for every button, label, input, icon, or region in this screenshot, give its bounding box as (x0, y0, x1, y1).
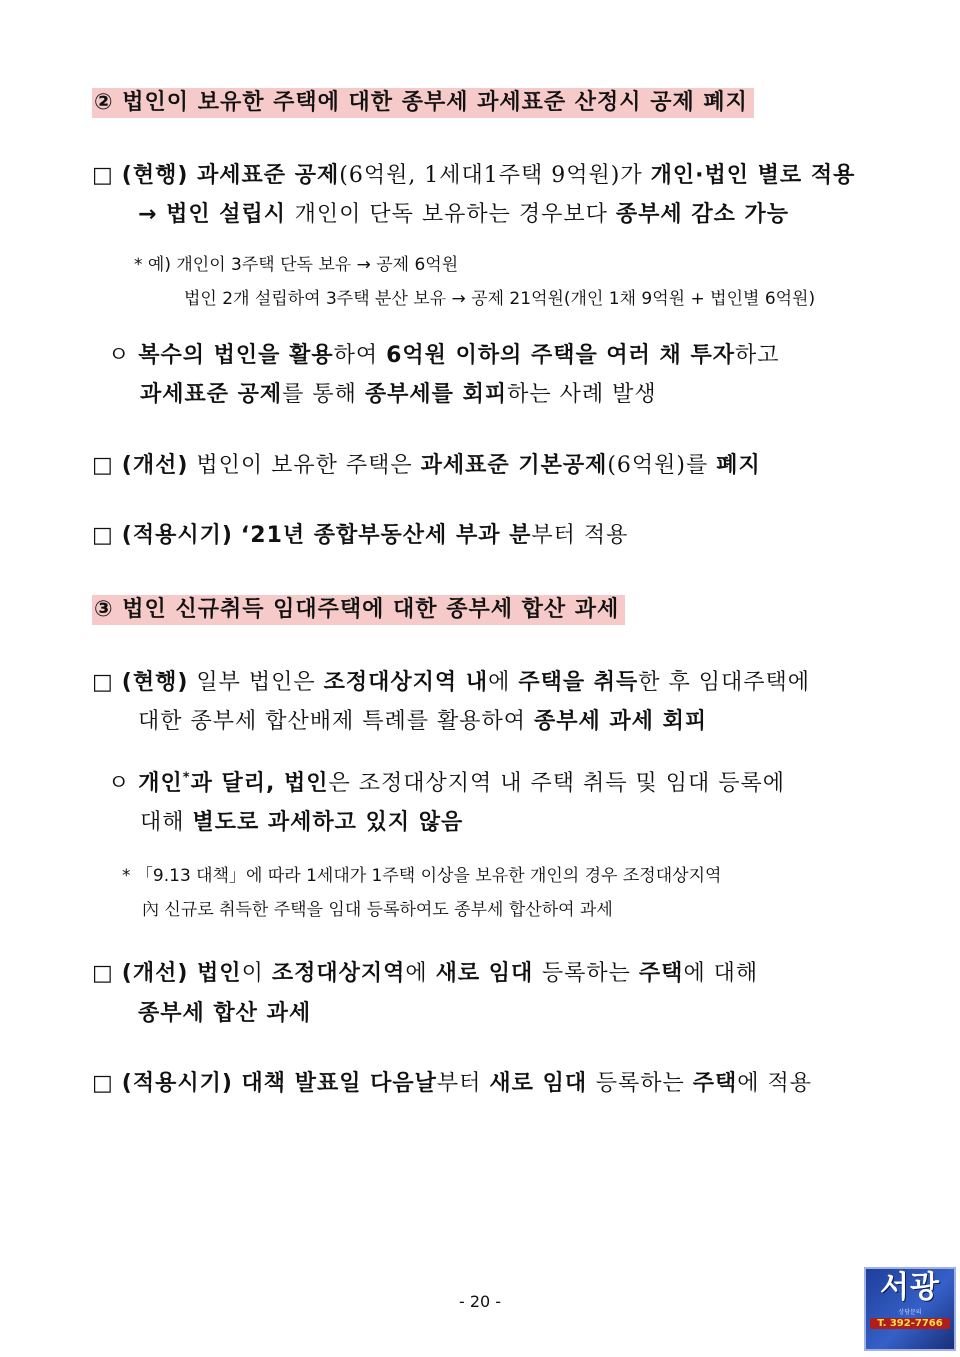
policy-note-1: * 「9.13 대책」에 따라 1세대가 1주택 이상을 보유한 개인의 경우 조정대상지역 (122, 866, 722, 886)
section-heading-2: ② 법인이 보유한 주택에 대한 종부세 과세표준 산정시 공제 폐지 (92, 88, 754, 118)
section-heading-3: ③ 법인 신규취득 임대주택에 대한 종부세 합산 과세 (92, 595, 625, 625)
issue-line-2b: 대해 별도로 과세하고 있지 않음 (140, 810, 464, 835)
improvement-line: □ (개선) 법인이 보유한 주택은 과세표준 기본공제(6억원)를 폐지 (92, 453, 761, 478)
current-rule-line-2b: 대한 종부세 합산배제 특례를 활용하여 종부세 과세 회피 (138, 709, 708, 734)
improvement-line-2b: 종부세 합산 과세 (138, 1001, 312, 1026)
issue-line-1: ㅇ 복수의 법인을 활용하여 6억원 이하의 주택을 여러 채 투자하고 (108, 343, 780, 368)
logo-sub: 상담문의 (898, 1309, 922, 1316)
current-rule-line-1b: □ (현행) 일부 법인은 조정대상지역 내에 주택을 취득한 후 임대주택에 (92, 670, 811, 695)
logo-name: 서광 (880, 1270, 940, 1305)
page-number: - 20 - (458, 1292, 502, 1311)
example-note-2: 법인 2개 설립하여 3주택 분산 보유 → 공제 21억원(개인 1채 9억원 + 법인별 6억원) (184, 289, 816, 309)
issue-line-2: 과세표준 공제를 통해 종부세를 회피하는 사례 발생 (140, 382, 657, 407)
seokwang-logo (864, 1267, 956, 1351)
current-rule-line-2: → 법인 설립시 개인이 단독 보유하는 경우보다 종부세 감소 가능 (138, 202, 790, 227)
policy-note-2: 內 신규로 취득한 주택을 임대 등록하여도 종부세 합산하여 과세 (142, 900, 613, 920)
issue-line-1b: ㅇ 개인*과 달리, 법인은 조정대상지역 내 주택 취득 및 임대 등록에 (108, 770, 786, 796)
example-note-1: * 예) 개인이 3주택 단독 보유 → 공제 6억원 (134, 255, 459, 275)
current-rule-line-1: □ (현행) 과세표준 공제(6억원, 1세대1주택 9억원)가 개인·법인 별로 적용 (92, 163, 856, 188)
improvement-line-1b: □ (개선) 법인이 조정대상지역에 새로 임대 등록하는 주택에 대해 (92, 961, 759, 986)
effective-date-line-b: □ (적용시기) 대책 발표일 다음날부터 새로 임대 등록하는 주택에 적용 (92, 1071, 813, 1096)
logo-phone: T. 392-7766 (870, 1318, 950, 1329)
effective-date-line: □ (적용시기) ‘21년 종합부동산세 부과 분부터 적용 (92, 523, 629, 548)
